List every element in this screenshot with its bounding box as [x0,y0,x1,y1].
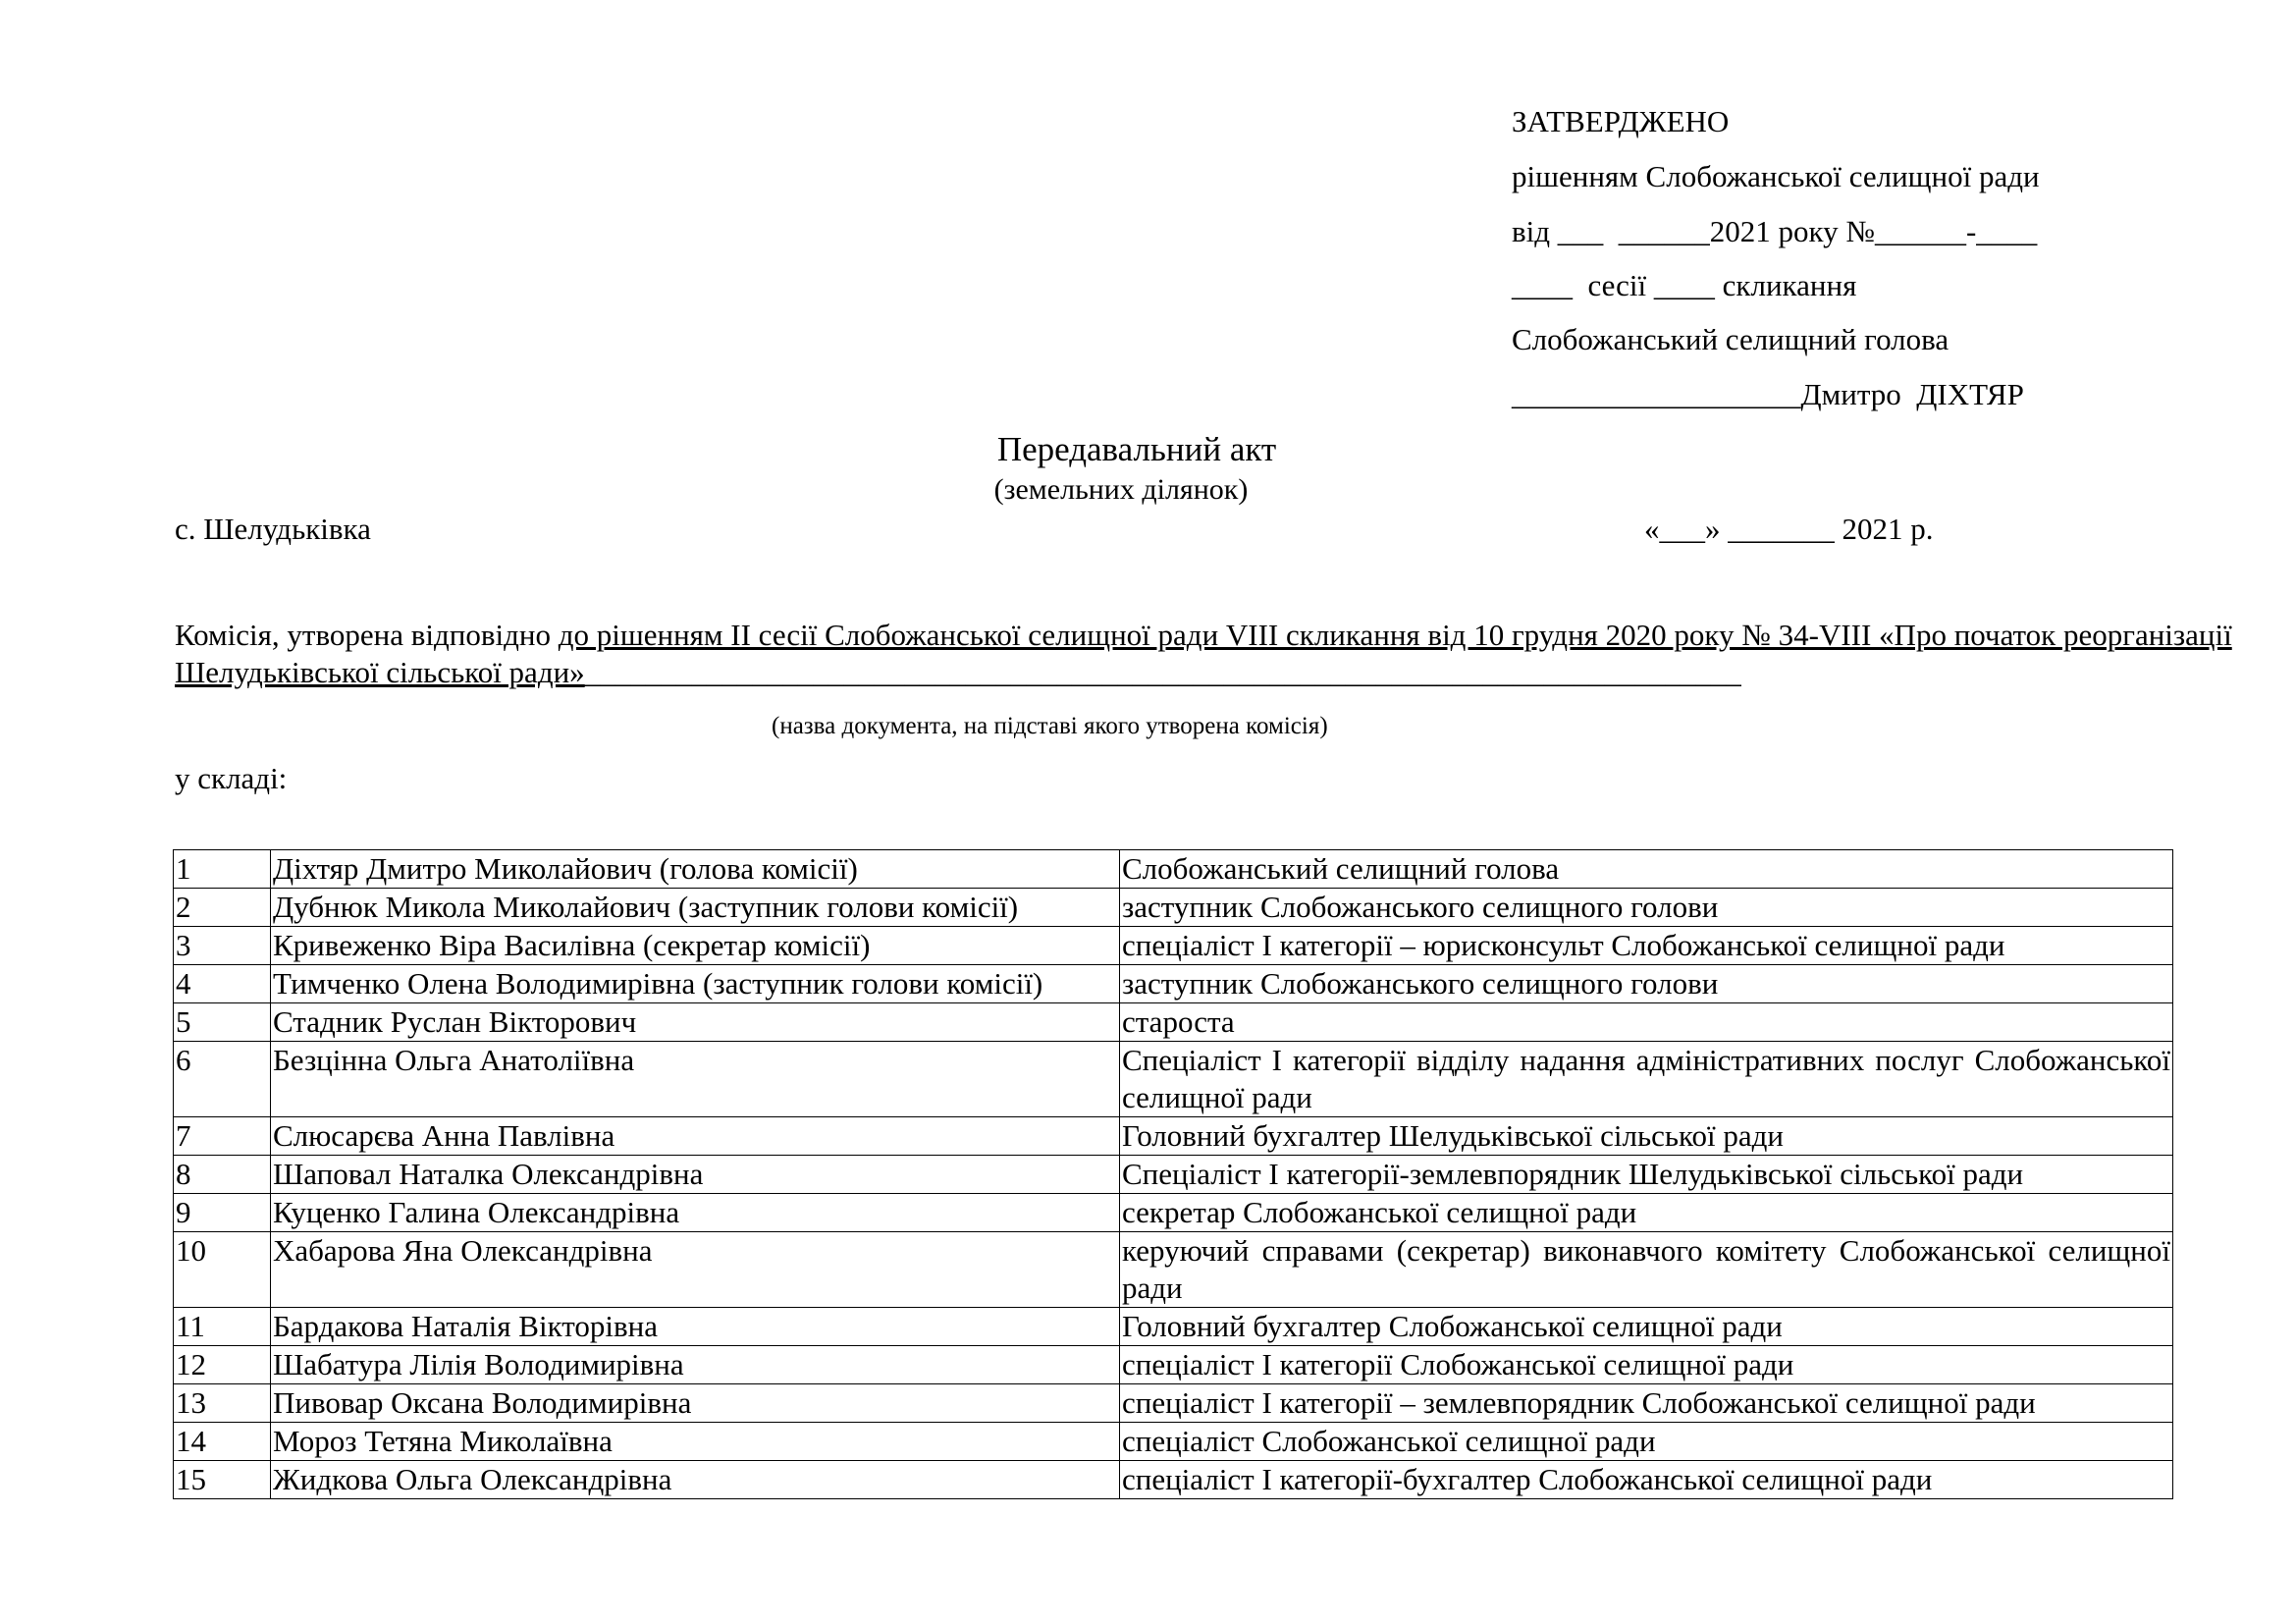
member-number: 6 [174,1042,271,1117]
member-position: заступник Слобожанського селищного голови [1120,965,2173,1003]
member-position: заступник Слобожанського селищного голови [1120,889,2173,927]
document-title: Передавальний акт [996,430,1277,468]
member-name: Пивовар Оксана Володимирівна [271,1384,1120,1423]
member-position: спеціаліст Слобожанської селищної ради [1120,1423,2173,1461]
member-number: 1 [174,850,271,889]
member-name: Куценко Галина Олександрівна [271,1194,1120,1232]
table-row [174,1232,2173,1308]
member-position: спеціаліст І категорії – юрисконсульт Слобожанської селищної ради [1120,927,2173,965]
commission-intro: Комісія, утворена відповідно [175,618,559,652]
member-number: 10 [174,1232,271,1308]
table-row [174,927,2173,965]
member-name: Шаповал Наталка Олександрівна [271,1156,1120,1194]
member-name: Жидкова Ольга Олександрівна [271,1461,1120,1499]
commission-paragraph [175,617,2256,691]
act-date: «___» _______ 2021 р. [1644,512,1934,546]
table-row [174,1461,2173,1499]
member-number: 7 [174,1117,271,1156]
member-name: Безцінна Ольга Анатоліївна [271,1042,1120,1117]
member-number: 5 [174,1003,271,1042]
member-position: Спеціаліст І категорії відділу надання адміністративних послуг Слобожанської селищної ради [1120,1042,2173,1117]
approval-decision: рішенням Слобожанської селищної ради [1512,159,2040,193]
member-name: Дубнюк Микола Миколайович (заступник голови комісії) [271,889,1120,927]
table-row [174,889,2173,927]
member-number: 12 [174,1346,271,1384]
members-table-body [174,850,2173,1499]
member-name: Бардакова Наталія Вікторівна [271,1308,1120,1346]
member-number: 3 [174,927,271,965]
table-row [174,1194,2173,1232]
commission-basis: до рішенням ІІ сесії Слобожанської селищної ради VIII скликання від 10 грудня 2020 року № 34-VIII «Про початок реорганізації Шелудьківської сільської ради» [175,618,2232,689]
member-number: 2 [174,889,271,927]
member-position: староста [1120,1003,2173,1042]
table-row [174,1042,2173,1117]
approval-head-title: Слобожанський селищний голова [1512,322,1949,356]
member-position: Головний бухгалтер Шелудьківської сільської ради [1120,1117,2173,1156]
commission-trailing-line: ____________________________________________________________________________ [584,655,1741,689]
place-name: с. Шелудьківка [175,512,371,546]
table-row [174,1308,2173,1346]
member-name: Мороз Тетяна Миколаївна [271,1423,1120,1461]
member-position: Спеціаліст І категорії-землевпорядник Шелудьківської сільської ради [1120,1156,2173,1194]
member-name: Кривеженко Віра Василівна (секретар комісії) [271,927,1120,965]
member-name: Тимченко Олена Володимирівна (заступник голови комісії) [271,965,1120,1003]
member-position: Слобожанський селищний голова [1120,850,2173,889]
member-name: Стадник Руслан Вікторович [271,1003,1120,1042]
member-name: Слюсарєва Анна Павлівна [271,1117,1120,1156]
composition-label: у складі: [175,761,288,795]
members-table [173,849,2173,1499]
table-row [174,1384,2173,1423]
member-name: Діхтяр Дмитро Миколайович (голова комісії) [271,850,1120,889]
member-position: спеціаліст І категорії-бухгалтер Слобожанської селищної ради [1120,1461,2173,1499]
member-position: спеціаліст І категорії – землевпорядник Слобожанської селищної ради [1120,1384,2173,1423]
member-number: 8 [174,1156,271,1194]
member-position: спеціаліст І категорії Слобожанської селищної ради [1120,1346,2173,1384]
table-row [174,1003,2173,1042]
approval-signature-line: ___________________Дмитро ДІХТЯР [1512,377,2024,411]
table-row [174,1156,2173,1194]
table-row [174,1423,2173,1461]
table-row [174,965,2173,1003]
table-row [174,850,2173,889]
member-number: 9 [174,1194,271,1232]
document-subtitle: (земельних ділянок) [993,473,1249,506]
commission-caption: (назва документа, на підставі якого утворена комісія) [772,713,1328,739]
approval-heading: ЗАТВЕРДЖЕНО [1512,104,1730,138]
member-number: 13 [174,1384,271,1423]
table-row [174,1117,2173,1156]
approval-date-line: від ___ ______2021 року №______-____ [1512,214,2038,248]
member-position: керуючий справами (секретар) виконавчого комітету Слобожанської селищної ради [1120,1232,2173,1308]
member-number: 15 [174,1461,271,1499]
member-name: Хабарова Яна Олександрівна [271,1232,1120,1308]
member-number: 11 [174,1308,271,1346]
member-position: секретар Слобожанської селищної ради [1120,1194,2173,1232]
member-number: 4 [174,965,271,1003]
member-name: Шабатура Лілія Володимирівна [271,1346,1120,1384]
member-number: 14 [174,1423,271,1461]
approval-session-line: ____ сесії ____ скликання [1512,268,1857,302]
table-row [174,1346,2173,1384]
member-position: Головний бухгалтер Слобожанської селищної ради [1120,1308,2173,1346]
